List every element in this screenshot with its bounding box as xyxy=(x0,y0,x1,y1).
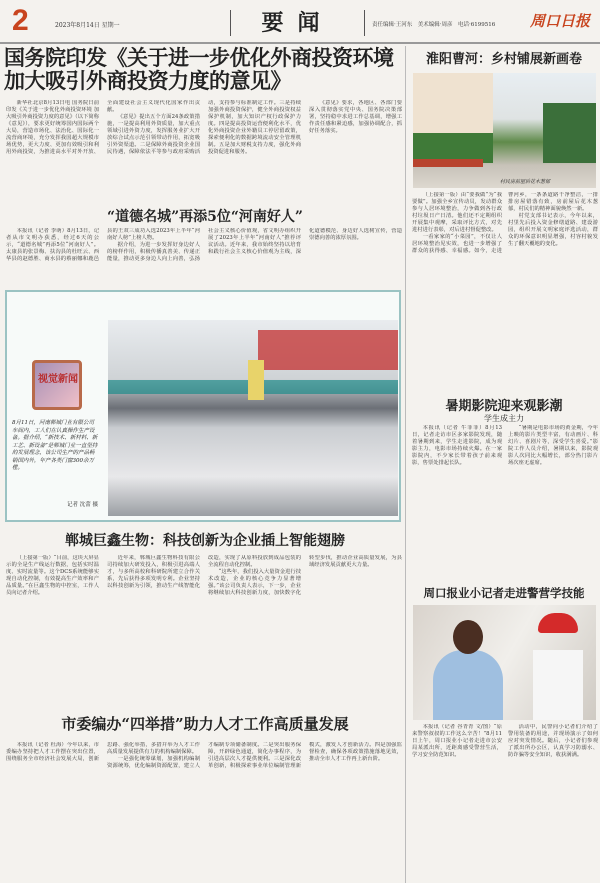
article4-headline: 市委编办“四举措”助力人才工作高质量发展 xyxy=(61,715,349,733)
paragraph: 活动中，民警向小记者们介绍了警用装备的用途，并现场演示了如何应对突发情况。随后，小记者们参观了派出所办公区，认真学习防溺水、防诈骗等安全知识，收获满满。 xyxy=(508,724,598,758)
paragraph: 本报讯（记者 牛菲菲）8月13日，记者走访市区多家影院发现，随着暑期到来，学生走进影院，成为观影主力，电影市场持续火爆。在一家影院内，不少家长带着孩子前来观影，售票处排起长队。 xyxy=(412,425,502,466)
paragraph: 一是强化统筹谋划，加强机构编制资源统筹，优化编制资源配置，建立人才编制专项储备制度。二是突出服务保障，开辟绿色通道，简化办事程序，为引进高层次人才提供便利。三是深化改革创新，积极探索事业单位编制管理新模式，激发人才创新活力。四是加强监督检查，确保各项政策措施落地见效，推动全市人才工作再上新台阶。 xyxy=(107,742,402,769)
page-number: 2 xyxy=(12,4,29,37)
article4-body xyxy=(6,742,402,883)
village-photo-caption: 村民房前屋后花木葱郁 xyxy=(500,179,551,185)
paragraph: 据介绍，为进一步发挥好身边好人的榜样作用，积极传播真善美、传递正能量，推动更多身边人向上向善，弘扬社会主义核心价值观，省文明办组织开展了2023年上半年“河南好人”推荐评议活动。近年来，我市始终坚持以培育和践行社会主义核心价值观为主线，深化道德模范、身边好人选树宣传，营造崇德向善的浓厚氛围。 xyxy=(107,228,402,262)
paper-logo: 周口日报 xyxy=(530,12,591,30)
right2-subheadline: 学生成主力 xyxy=(484,414,524,423)
right3-headline: 周口报业小记者走进警营学技能 xyxy=(423,586,585,600)
visual-news-badge: 视觉新闻 xyxy=(38,374,78,385)
lead-headline: 国务院印发《关于进一步优化外商投资环境加大吸引外商投资力度的意见》 xyxy=(4,45,394,93)
paragraph: “这些年，我们投入大量资金进行技术改造，企业的核心竞争力显著增强。”该公司负责人表示，下一步，企业将继续加大科技创新力度，加快数字化转型步伐，推动企业高质量发展，为县域经济发展贡献更大力量。 xyxy=(208,555,402,596)
article3-body xyxy=(6,555,402,705)
paragraph: 《意见》提出五个方面24条政策措施，一是提高利用外资质量，加大重点领域引进外资力度，发挥服务业扩大开放综合试点示范引领带动作用，拓宽吸引外资渠道。二是保障外商投资企业国民待遇，保障依法平等参与政府采购活动，支持参与标准制定工作。三是持续加强外商投资保护，健全外商投资权益保护机制，加大知识产权行政保护力度。四是提高投资运营便利化水平，优化外商投资企业外籍员工停居留政策，探索便利化的数据跨境流动安全管理机制。五是加大财税支持力度，强化外商投资促进和服务。 xyxy=(107,100,301,155)
paragraph: 新华社北京8月13日电 国务院日前印发《关于进一步优化外商投资环境 加大吸引外商投资力度的意见》（以下简称《意见》），要求更好统筹国内国际两个大局，营造市场化、法治化、国际化一流营商环境，充分发挥我国超大规模市场优势，更大力度、更加有效吸引和利用外商投资，为推进高水平对外开放、全面建设社会主义现代化国家作出贡献。 xyxy=(6,100,200,155)
right2-headline: 暑期影院迎来观影潮 xyxy=(445,399,563,414)
paragraph: 本报讯（记者 李萌）8月13日，记者从市文明办获悉，经过6天的公示，“道德名城”再添5位“河南好人”。太康县的张景梅、扶沟县的杜旺云、西华县的赵德胜、商水县的蔡丽娜和鹿邑县的王双三成功入选2023年上半年“河南好人榜”上榜人物。 xyxy=(6,228,200,262)
editor-info: 责任编辑·王河东 美术编辑·周彦 电话·6199516 xyxy=(372,22,496,28)
paragraph: 近年来，郸城巨鑫生物科技有限公司持续加大研发投入，积极引进高端人才，与多所高校和科研院所建立合作关系，先后获得多项发明专利。企业坚持以科技创新为引领，推动生产线智能化改造，实现了从原料投放到成品包装的全流程自动化控制。 xyxy=(107,555,301,589)
village-photo xyxy=(413,73,596,188)
lead-body xyxy=(6,100,402,205)
right1-body xyxy=(412,192,598,392)
photo-credit: 记者 沈蕾 摄 xyxy=(67,502,98,508)
visual-news-caption: 8月11日，河南郸城门业有限公司车间内，工人们在认真操作生产设备。据介绍，“新技术、新材料、新工艺、新设备”是郸城门业一直坚持的发展理念，该公司生产的产品畅销国内外，年产各类门窗300余万樘。 xyxy=(12,420,98,471)
paragraph: 村党支部书记表示，今年以来，村里先后投入资金修缮道路、建设游园，组织开展文明家庭评选活动，群众的环保意识明显增强，村容村貌发生了翻天覆地的变化。 xyxy=(508,213,598,247)
paragraph: 《意见》要求，各地区、各部门要深入贯彻落实党中央、国务院决策部署，坚持稳中求进工作总基调，增强工作责任感和紧迫感，加强协调配合，抓好任务落实。 xyxy=(309,100,402,134)
article2-headline: “道德名城”再添5位“河南好人” xyxy=(107,209,303,225)
reporters-photo xyxy=(413,605,596,720)
factory-photo xyxy=(108,320,398,516)
paragraph: （上接第一版）由“要我做”为“我要做”。加强全乡宣传动员，发动群众参与人居环境整治，力争做到各行政村垃圾日产日清。他们还不定期组织开展集中观摩，采取评比方式，对先进村进行表彰，对后进村督促整改。 xyxy=(412,192,502,233)
issue-date: 2023年8月14日 星期一 xyxy=(55,22,120,29)
paragraph: 本报讯（记者 谷青青 文/图）“原来警察叔叔的工作这么辛苦！”8月11日上午，周口报业小记者走进市公安局某派出所，近距离感受警营生活，学习安全防范知识。 xyxy=(412,724,502,758)
article3-headline: 郸城巨鑫生物：科技创新为企业插上智能翅膀 xyxy=(65,533,345,549)
right2-body xyxy=(412,425,598,580)
paragraph: （上接第一版）“目前，这块大屏显示的全是生产线运行数据，包括实时温度、实时流量等。这个DCS系统能够实现自动化控制，有效提高生产效率和产品质量。”在巨鑫生物的中控室，工作人员向记者介绍。 xyxy=(6,555,99,596)
paragraph: “暑期是电影市场的黄金期，今年上映的影片类型丰富，有动画片、科幻片、喜剧片等，深受学生喜爱。”影院工作人员介绍，暑期以来，影院观影人次同比大幅增长，部分热门影片场次座无虚席。 xyxy=(508,425,598,466)
paragraph: 一看家家的“小菜园”，不仅让人居环境整治见实效，也进一步增强了群众的获得感、幸福感。如今，走进曹河乡，一条条道路干净整洁，一排排房屋错落有致，房前屋后花木葱郁，村民们的精神面貌焕然一新。 xyxy=(412,192,598,254)
right1-headline: 淮阳曹河：乡村铺展新画卷 xyxy=(425,52,582,67)
column-divider xyxy=(405,46,406,883)
section-title: 要闻 xyxy=(230,10,365,36)
paragraph: 本报讯（记者 杜海）今年以来，市委编办坚持把人才工作摆在突出位置，围绕服务全市经济社会发展大局，创新思路、强化举措，多措并举为人才工作高质量发展提供有力的机构编制保障。 xyxy=(6,742,200,762)
article2-body xyxy=(6,228,402,284)
right3-body xyxy=(412,724,598,883)
